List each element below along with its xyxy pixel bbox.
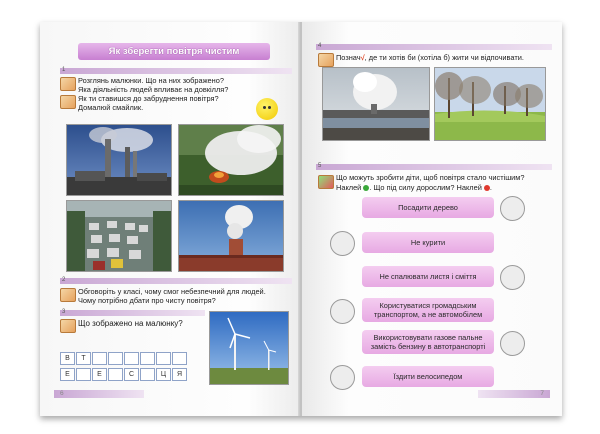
sticker-slot[interactable] [330,231,355,256]
left-page [40,22,300,416]
crossword-cell[interactable]: Е [92,368,107,381]
task-number: 5 [318,163,322,169]
action-option [362,330,494,354]
crossword-cell[interactable] [156,352,171,365]
crossword-cell[interactable] [140,368,155,381]
task-5-line-2-start: Наклей [336,183,362,192]
action-label: Посадити дерево [398,203,458,212]
footer-strip [54,390,144,398]
action-option [362,266,494,287]
action-label: Користуватися громадським транспортом, а не автомобілем [373,301,483,319]
task-number: 3 [62,309,66,315]
task-number: 2 [62,277,66,283]
task-4-text-after: , де ти хотів би (хотіла б) жити чи відпочивати. [364,53,524,62]
task-3-strip [60,310,205,316]
crossword-cell[interactable]: Ц [156,368,171,381]
task-4-text-before: Познач [336,53,361,62]
task-5-line-2-end: . [489,183,492,192]
stickers-icon [318,175,334,189]
action-label: Їздити велосипедом [393,372,463,381]
crossword-cell[interactable] [76,368,91,381]
smiley-eye [268,106,271,109]
task-1-line: Домалюй смайлик. [78,103,144,112]
sticker-slot[interactable] [500,331,525,356]
wind-turbines-photo [209,311,289,385]
crossword-cell[interactable]: Т [76,352,91,365]
open-workbook [40,22,562,416]
crossword-cell[interactable]: Е [60,368,75,381]
sticker-slot[interactable] [500,196,525,221]
sticker-slot[interactable] [500,265,525,290]
check-mark: √ [360,53,365,62]
crossword-cell[interactable] [172,352,187,365]
smiley-face[interactable] [256,98,278,120]
task-2-line: Обговоріть у класі, чому смог небезпечний для людей. [78,287,266,296]
chimney-smoke-photo [178,200,284,272]
task-2-line: Чому потрібно дбати про чисту повітря? [78,296,216,305]
task-number: 1 [62,67,66,73]
page-number: 6 [60,390,64,397]
task-4-text [336,53,524,62]
sticker-slot[interactable] [330,365,355,390]
task-number: 4 [318,43,322,49]
discuss-icon [60,288,76,302]
factory-chimneys-photo [66,124,172,196]
task-5-line-2 [336,183,492,192]
action-option [362,197,494,218]
footer-strip [478,390,550,398]
task-3-question: Що зображено на малюнку? [78,319,183,328]
crossword-cell[interactable]: В [60,352,75,365]
crossword-cell[interactable] [140,352,155,365]
task-5-line-1: Що можуть зробити діти, щоб повітря стало чистішим? [336,173,525,182]
task-1-line: Яка діяльність людей впливає на довкілля? [78,85,229,94]
action-label: Не курити [410,238,446,247]
crossword-cell[interactable]: Я [172,368,187,381]
right-page [302,22,562,416]
page-title: Як зберегти повітря чистим [78,43,270,60]
crossword-cell[interactable] [108,368,123,381]
traffic-jam-photo [66,200,172,272]
crossword-cell[interactable] [124,352,139,365]
page-number: 7 [540,390,544,397]
sticker-slot[interactable] [330,299,355,324]
task-4-strip [316,44,552,50]
action-label: Не спалювати листя і сміття [379,272,477,281]
industrial-lake-photo[interactable] [322,67,430,141]
task-5-strip [316,164,552,170]
action-option [362,232,494,253]
green-park-photo[interactable] [434,67,546,141]
task-1-strip [60,68,292,74]
discuss-icon [60,77,76,91]
task-2-strip [60,278,292,284]
discuss-icon [60,319,76,333]
action-option [362,298,494,322]
crossword-cell[interactable]: С [124,368,139,381]
task-1-line: Як ти ставишся до забруднення повітря? [78,94,219,103]
task-5-line-2-middle: . Що під силу дорослим? Наклей [369,183,482,192]
crossword-cell[interactable] [108,352,123,365]
action-label: Використовувати газове пальне замість бензину в автотранспорті [370,333,486,351]
discuss-icon [60,95,76,109]
crossword-cell[interactable] [92,352,107,365]
burning-leaves-photo [178,124,284,196]
task-1-line: Розглянь малюнки. Що на них зображено? [78,76,224,85]
smiley-eye [263,106,266,109]
pencil-icon [318,53,334,67]
action-option [362,366,494,387]
